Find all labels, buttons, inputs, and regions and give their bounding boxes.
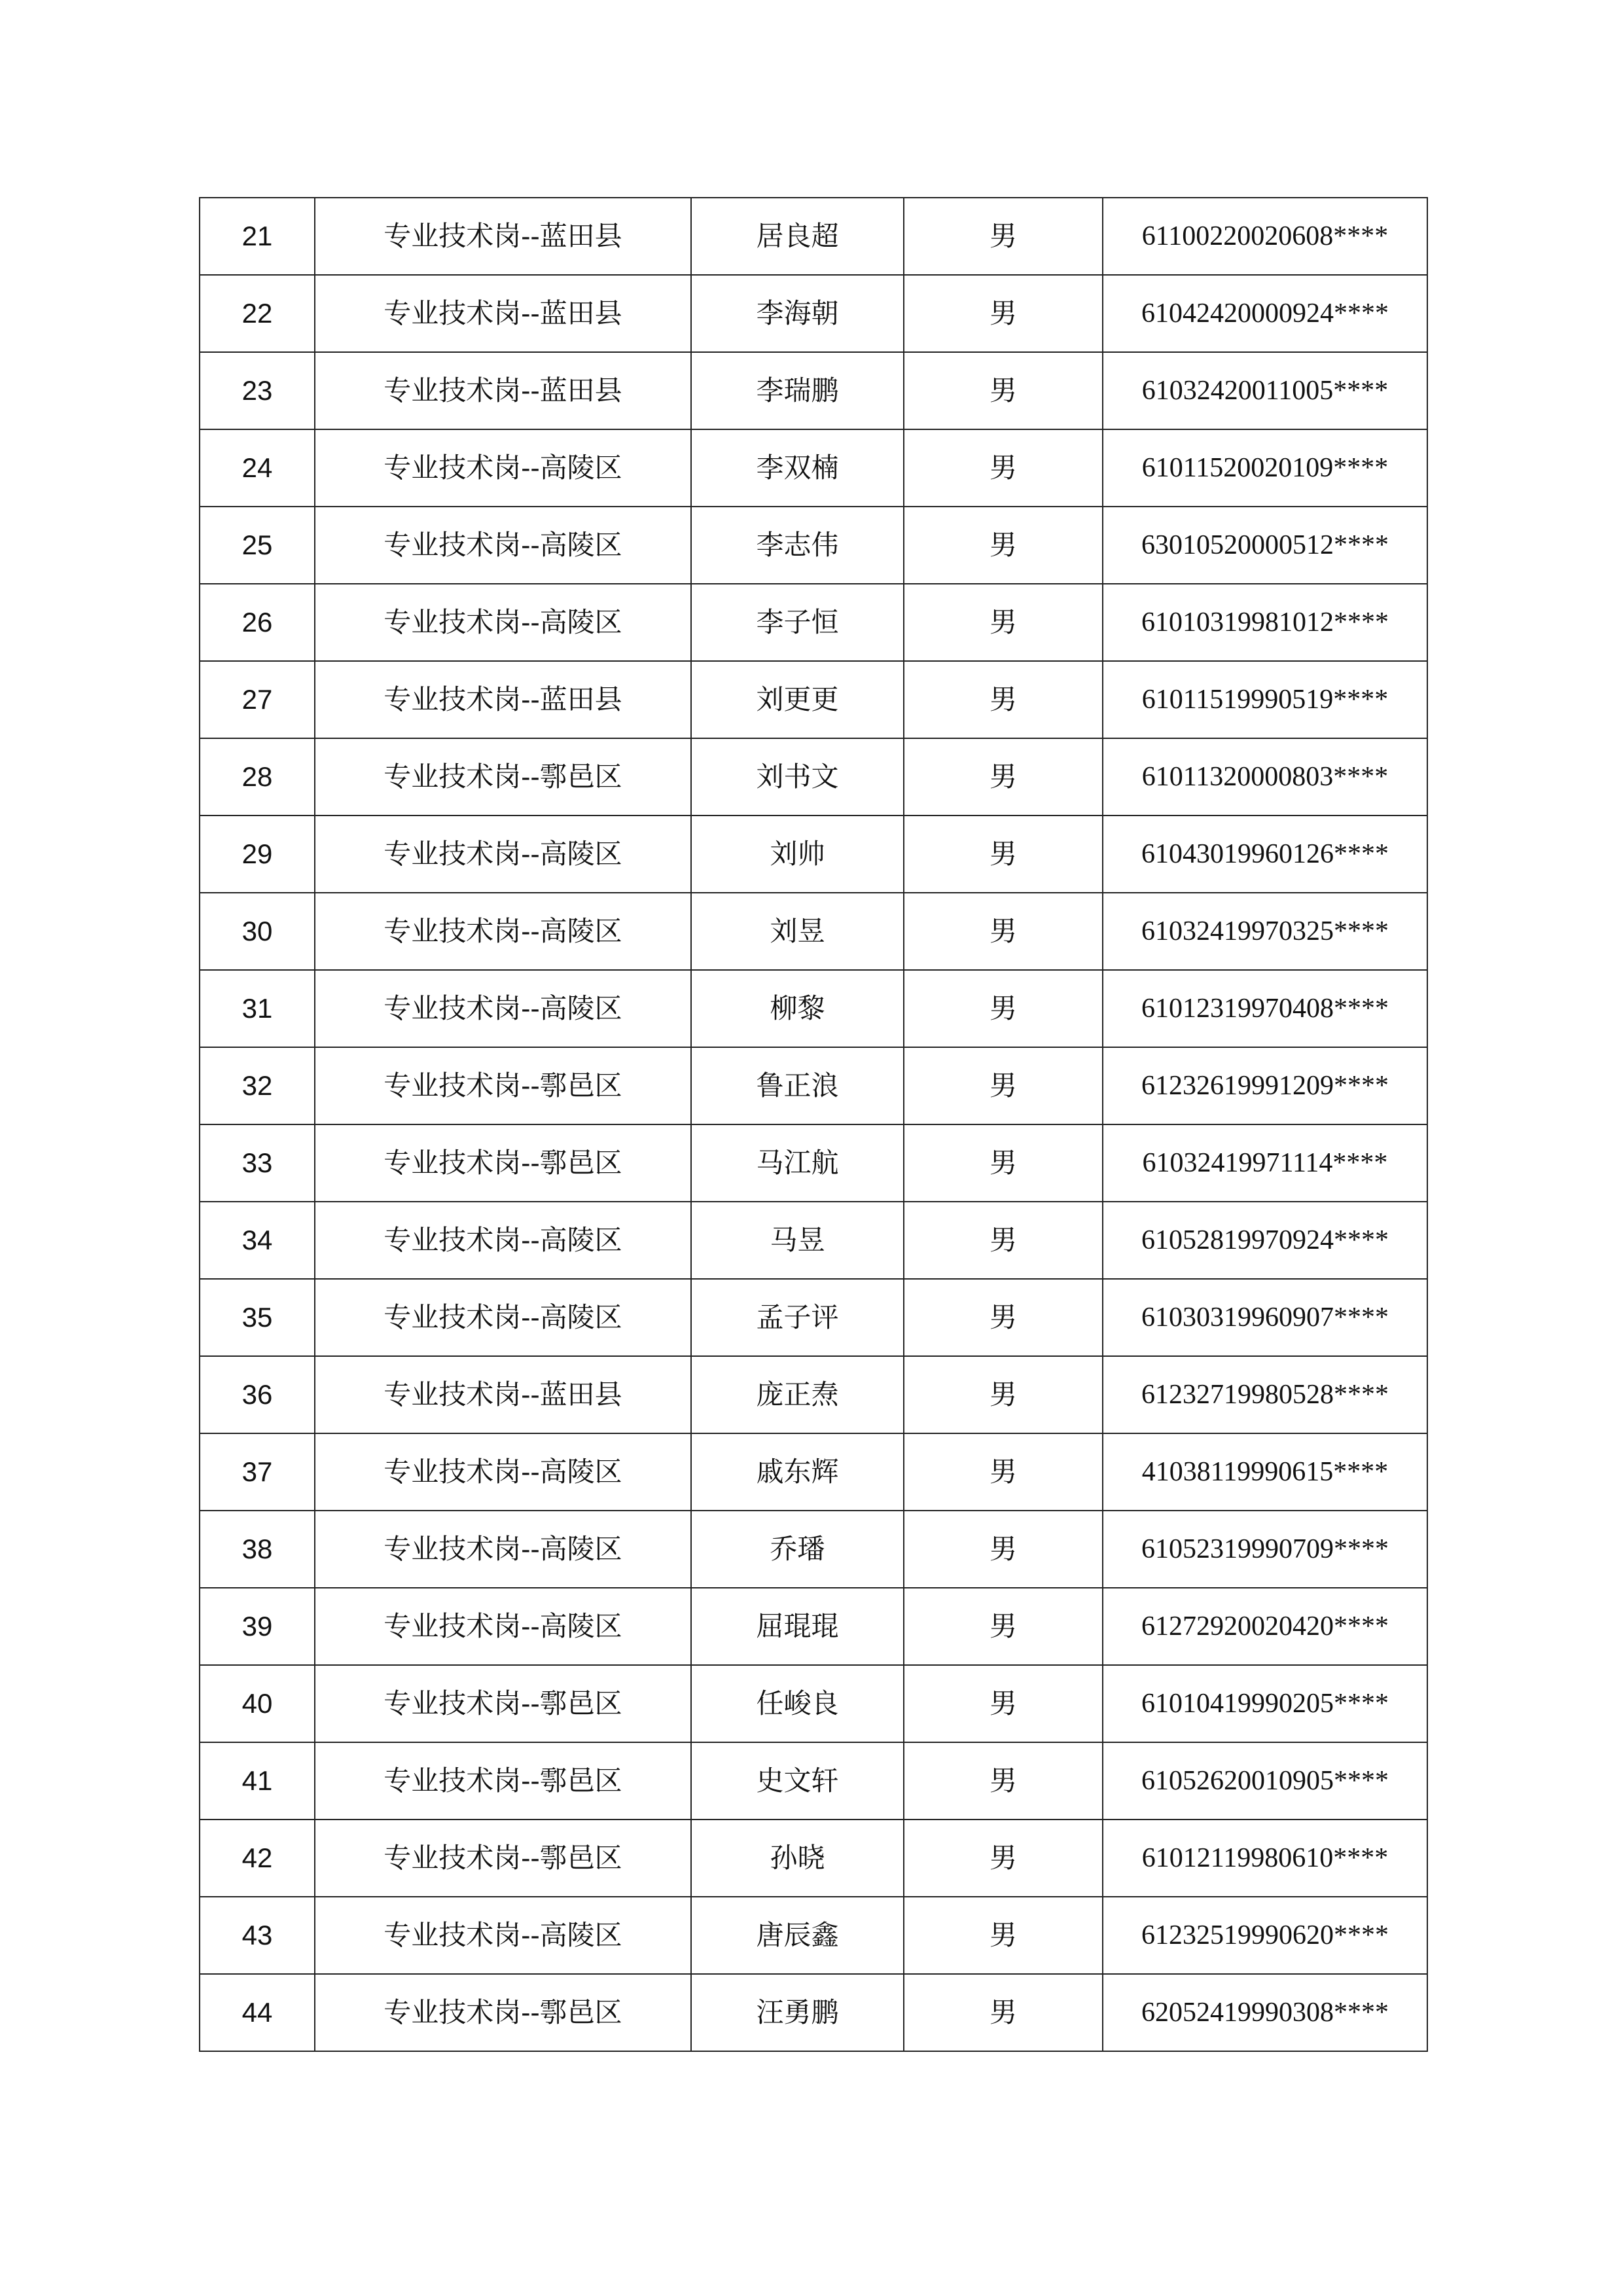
position-cell: 专业技术岗--鄠邑区 [315,1820,691,1897]
gender-cell: 男 [904,893,1103,970]
name-cell: 任峻良 [691,1665,904,1742]
name-cell: 戚东辉 [691,1433,904,1511]
serial-number-cell: 27 [200,661,315,738]
name-cell: 汪勇鹏 [691,1974,904,2051]
table-row [200,198,1427,275]
serial-number-cell: 28 [200,738,315,816]
gender-cell: 男 [904,661,1103,738]
serial-number-cell: 43 [200,1897,315,1974]
name-cell: 鲁正浪 [691,1047,904,1124]
table-row [200,1124,1427,1202]
id-number-cell: 61100220020608**** [1103,198,1427,275]
table-row [200,584,1427,661]
id-number-cell: 61011519990519**** [1103,661,1427,738]
gender-cell: 男 [904,1588,1103,1665]
serial-number-cell: 37 [200,1433,315,1511]
gender-cell: 男 [904,584,1103,661]
serial-number-cell: 36 [200,1356,315,1433]
id-number-cell: 61043019960126**** [1103,816,1427,893]
id-number-cell: 61032419970325**** [1103,893,1427,970]
roster-table-body [200,198,1427,2051]
serial-number-cell: 32 [200,1047,315,1124]
name-cell: 唐辰鑫 [691,1897,904,1974]
id-number-cell: 61010319981012**** [1103,584,1427,661]
serial-number-cell: 33 [200,1124,315,1202]
gender-cell: 男 [904,1202,1103,1279]
serial-number-cell: 42 [200,1820,315,1897]
position-cell: 专业技术岗--鄠邑区 [315,1742,691,1820]
gender-cell: 男 [904,1047,1103,1124]
gender-cell: 男 [904,738,1103,816]
table-row [200,1047,1427,1124]
name-cell: 刘更更 [691,661,904,738]
table-row [200,1820,1427,1897]
name-cell: 屈琨琨 [691,1588,904,1665]
gender-cell: 男 [904,1279,1103,1356]
table-row [200,1279,1427,1356]
serial-number-cell: 26 [200,584,315,661]
gender-cell: 男 [904,970,1103,1047]
position-cell: 专业技术岗--高陵区 [315,507,691,584]
serial-number-cell: 31 [200,970,315,1047]
position-cell: 专业技术岗--高陵区 [315,893,691,970]
id-number-cell: 61272920020420**** [1103,1588,1427,1665]
position-cell: 专业技术岗--高陵区 [315,970,691,1047]
table-row [200,1202,1427,1279]
table-row [200,1588,1427,1665]
table-row [200,275,1427,352]
gender-cell: 男 [904,1433,1103,1511]
position-cell: 专业技术岗--高陵区 [315,1202,691,1279]
name-cell: 刘帅 [691,816,904,893]
id-number-cell: 61232619991209**** [1103,1047,1427,1124]
name-cell: 史文轩 [691,1742,904,1820]
id-number-cell: 61012319970408**** [1103,970,1427,1047]
table-row [200,1433,1427,1511]
table-row [200,352,1427,429]
table-row [200,1897,1427,1974]
serial-number-cell: 38 [200,1511,315,1588]
id-number-cell: 61012119980610**** [1103,1820,1427,1897]
name-cell: 马昱 [691,1202,904,1279]
name-cell: 李海朝 [691,275,904,352]
gender-cell: 男 [904,507,1103,584]
position-cell: 专业技术岗--高陵区 [315,1897,691,1974]
position-cell: 专业技术岗--高陵区 [315,429,691,507]
serial-number-cell: 40 [200,1665,315,1742]
serial-number-cell: 21 [200,198,315,275]
gender-cell: 男 [904,1511,1103,1588]
table-row [200,893,1427,970]
id-number-cell: 61032419971114**** [1103,1124,1427,1202]
serial-number-cell: 34 [200,1202,315,1279]
name-cell: 乔璠 [691,1511,904,1588]
serial-number-cell: 41 [200,1742,315,1820]
table-row [200,738,1427,816]
position-cell: 专业技术岗--蓝田县 [315,1356,691,1433]
gender-cell: 男 [904,275,1103,352]
table-row [200,1511,1427,1588]
name-cell: 孟子评 [691,1279,904,1356]
position-cell: 专业技术岗--鄠邑区 [315,1047,691,1124]
name-cell: 马江航 [691,1124,904,1202]
name-cell: 李子恒 [691,584,904,661]
id-number-cell: 61232519990620**** [1103,1897,1427,1974]
id-number-cell: 61030319960907**** [1103,1279,1427,1356]
gender-cell: 男 [904,352,1103,429]
id-number-cell: 61232719980528**** [1103,1356,1427,1433]
serial-number-cell: 25 [200,507,315,584]
gender-cell: 男 [904,1742,1103,1820]
table-row [200,970,1427,1047]
table-row [200,429,1427,507]
table-row [200,1974,1427,2051]
position-cell: 专业技术岗--鄠邑区 [315,1974,691,2051]
position-cell: 专业技术岗--高陵区 [315,1279,691,1356]
id-number-cell: 61052319990709**** [1103,1511,1427,1588]
name-cell: 李双楠 [691,429,904,507]
name-cell: 李志伟 [691,507,904,584]
id-number-cell: 61011520020109**** [1103,429,1427,507]
name-cell: 庞正焘 [691,1356,904,1433]
gender-cell: 男 [904,198,1103,275]
id-number-cell: 61010419990205**** [1103,1665,1427,1742]
id-number-cell: 61052620010905**** [1103,1742,1427,1820]
serial-number-cell: 29 [200,816,315,893]
position-cell: 专业技术岗--鄠邑区 [315,738,691,816]
name-cell: 柳黎 [691,970,904,1047]
id-number-cell: 62052419990308**** [1103,1974,1427,2051]
name-cell: 居良超 [691,198,904,275]
serial-number-cell: 35 [200,1279,315,1356]
position-cell: 专业技术岗--高陵区 [315,1433,691,1511]
id-number-cell: 61042420000924**** [1103,275,1427,352]
position-cell: 专业技术岗--鄠邑区 [315,1665,691,1742]
position-cell: 专业技术岗--蓝田县 [315,352,691,429]
position-cell: 专业技术岗--鄠邑区 [315,1124,691,1202]
serial-number-cell: 30 [200,893,315,970]
gender-cell: 男 [904,1124,1103,1202]
name-cell: 孙晓 [691,1820,904,1897]
table-row [200,816,1427,893]
id-number-cell: 61032420011005**** [1103,352,1427,429]
name-cell: 刘书文 [691,738,904,816]
gender-cell: 男 [904,1356,1103,1433]
position-cell: 专业技术岗--高陵区 [315,816,691,893]
position-cell: 专业技术岗--高陵区 [315,1588,691,1665]
position-cell: 专业技术岗--蓝田县 [315,275,691,352]
position-cell: 专业技术岗--蓝田县 [315,198,691,275]
position-cell: 专业技术岗--高陵区 [315,1511,691,1588]
position-cell: 专业技术岗--蓝田县 [315,661,691,738]
gender-cell: 男 [904,1974,1103,2051]
gender-cell: 男 [904,816,1103,893]
table-row [200,1742,1427,1820]
gender-cell: 男 [904,1820,1103,1897]
name-cell: 李瑞鹏 [691,352,904,429]
gender-cell: 男 [904,1897,1103,1974]
table-row [200,507,1427,584]
id-number-cell: 61011320000803**** [1103,738,1427,816]
id-number-cell: 61052819970924**** [1103,1202,1427,1279]
name-cell: 刘昱 [691,893,904,970]
gender-cell: 男 [904,1665,1103,1742]
id-number-cell: 41038119990615**** [1103,1433,1427,1511]
table-row [200,661,1427,738]
serial-number-cell: 44 [200,1974,315,2051]
position-cell: 专业技术岗--高陵区 [315,584,691,661]
roster-table [199,197,1428,2052]
table-row [200,1665,1427,1742]
serial-number-cell: 22 [200,275,315,352]
serial-number-cell: 24 [200,429,315,507]
serial-number-cell: 23 [200,352,315,429]
id-number-cell: 63010520000512**** [1103,507,1427,584]
serial-number-cell: 39 [200,1588,315,1665]
table-row [200,1356,1427,1433]
gender-cell: 男 [904,429,1103,507]
